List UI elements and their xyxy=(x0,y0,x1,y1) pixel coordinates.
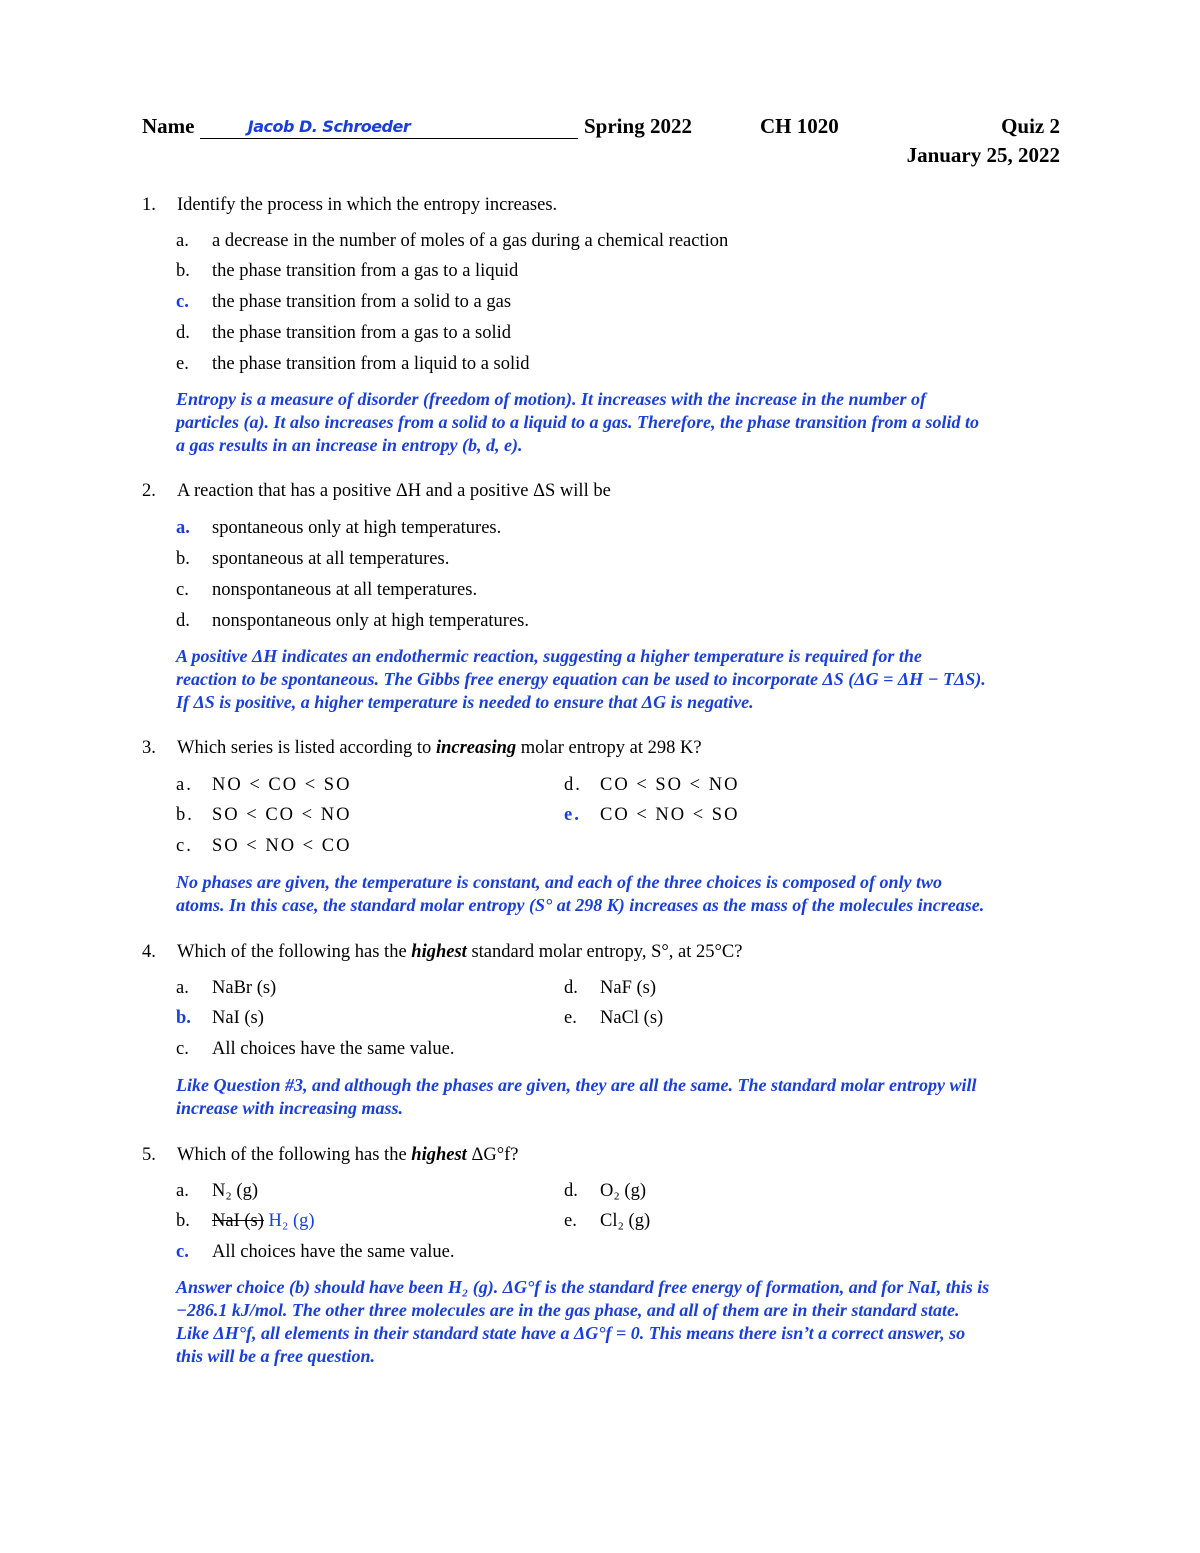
option-text: the phase transition from a solid to a gas xyxy=(212,292,512,312)
option-letter: e. xyxy=(564,1211,577,1231)
option-text: NO < CO < SO xyxy=(212,775,352,795)
explanation-line: reaction to be spontaneous. The Gibbs free energy equation can be used to incorporate ΔS (ΔG = ΔH − TΔS). xyxy=(176,669,986,689)
quiz-number: Quiz 2 xyxy=(1001,114,1060,138)
option-text: All choices have the same value. xyxy=(212,1039,455,1059)
option-text: NaCl (s) xyxy=(600,1008,664,1028)
option-text: spontaneous at all temperatures. xyxy=(212,549,450,569)
option-letter: b. xyxy=(176,1008,191,1028)
question-text: Which of the following has the highest ΔG°f? xyxy=(177,1145,519,1165)
question-number: 5. xyxy=(142,1145,156,1165)
q3-explanation xyxy=(176,871,1066,917)
option-text xyxy=(212,1211,315,1232)
q4-explanation xyxy=(176,1074,1066,1120)
quiz-header xyxy=(142,114,1060,174)
option-text: the phase transition from a gas to a solid xyxy=(212,323,512,343)
explanation-line: −286.1 kJ/mol. The other three molecules are in the gas phase, and all of them are in their standard state. xyxy=(176,1300,960,1320)
question-text: Identify the process in which the entropy increases. xyxy=(177,195,558,215)
option-text: Cl₂ (g) xyxy=(600,1211,651,1231)
option-letter: b. xyxy=(176,805,194,825)
option-letter: d. xyxy=(564,978,578,998)
corrected-text: H₂ (g) xyxy=(268,1211,315,1231)
explanation-line: A positive ΔH indicates an endothermic reaction, suggesting a higher temperature is required for the xyxy=(176,646,922,666)
option-text: O₂ (g) xyxy=(600,1181,647,1201)
q5-explanation xyxy=(176,1276,1066,1368)
explanation-line: particles (a). It also increases from a solid to a liquid to a gas. Therefore, the phase transition from a solid to xyxy=(176,412,980,432)
question-number: 4. xyxy=(142,942,156,962)
option-text: CO < NO < SO xyxy=(600,805,740,825)
explanation-line: If ΔS is positive, a higher temperature is needed to ensure that ΔG is negative. xyxy=(176,692,754,712)
option-letter: a. xyxy=(176,978,189,998)
explanation-line: a gas results in an increase in entropy (b, d, e). xyxy=(176,435,523,455)
option-letter: e. xyxy=(564,805,581,825)
name-underline xyxy=(200,116,578,139)
option-text: nonspontaneous only at high temperatures. xyxy=(212,611,530,631)
option-letter: d. xyxy=(564,775,582,795)
option-text: All choices have the same value. xyxy=(212,1242,455,1262)
option-letter: c. xyxy=(176,1039,189,1059)
student-signature: Jacob D. Schroeder xyxy=(247,117,411,136)
option-letter: b. xyxy=(176,1211,190,1231)
q2-explanation xyxy=(176,645,1066,714)
option-text: SO < CO < NO xyxy=(212,805,352,825)
question-number: 3. xyxy=(142,738,156,758)
quiz-date: January 25, 2022 xyxy=(906,143,1060,167)
question-text: A reaction that has a positive ΔH and a positive ΔS will be xyxy=(177,481,611,501)
q1-explanation xyxy=(176,388,1066,457)
option-letter: c. xyxy=(176,580,189,600)
option-letter: b. xyxy=(176,261,190,281)
option-letter: c. xyxy=(176,836,193,856)
option-text: SO < NO < CO xyxy=(212,836,352,856)
name-field xyxy=(142,114,578,139)
explanation-line: Answer choice (b) should have been H₂ (g). ΔG°f is the standard free energy of formation, and for NaI, this is xyxy=(176,1277,990,1297)
question-text: Which of the following has the highest standard molar entropy, S°, at 25°C? xyxy=(177,942,743,962)
option-text: CO < SO < NO xyxy=(600,775,740,795)
explanation-line: Like ΔH°f, all elements in their standard state have a ΔG°f = 0. This means there isn’t a correct answer, so xyxy=(176,1323,966,1343)
option-text: the phase transition from a liquid to a solid xyxy=(212,354,530,374)
option-letter: a. xyxy=(176,1181,189,1201)
question-number: 2. xyxy=(142,481,156,501)
option-text: the phase transition from a gas to a liquid xyxy=(212,261,519,281)
option-letter: c. xyxy=(176,1242,189,1262)
question-number: 1. xyxy=(142,195,156,215)
name-label: Name xyxy=(142,114,195,138)
option-letter: e. xyxy=(176,354,189,374)
option-text: nonspontaneous at all temperatures. xyxy=(212,580,478,600)
option-letter: d. xyxy=(176,323,190,343)
option-letter: c. xyxy=(176,292,189,312)
option-text: spontaneous only at high temperatures. xyxy=(212,518,502,538)
explanation-line: this will be a free question. xyxy=(176,1346,376,1366)
option-text: NaF (s) xyxy=(600,978,657,998)
option-text: NaI (s) xyxy=(212,1008,264,1028)
term: Spring 2022 xyxy=(584,114,692,138)
option-letter: e. xyxy=(564,1008,577,1028)
struck-text: NaI (s) xyxy=(212,1211,264,1231)
course-code: CH 1020 xyxy=(760,114,839,138)
option-text: NaBr (s) xyxy=(212,978,277,998)
option-text: N₂ (g) xyxy=(212,1181,259,1201)
option-letter: a. xyxy=(176,775,193,795)
option-letter: d. xyxy=(564,1181,578,1201)
option-letter: b. xyxy=(176,549,190,569)
option-letter: d. xyxy=(176,611,190,631)
question-text: Which series is listed according to increasing molar entropy at 298 K? xyxy=(177,738,702,758)
explanation-line: No phases are given, the temperature is constant, and each of the three choices is composed of only two xyxy=(176,872,942,892)
option-text: a decrease in the number of moles of a gas during a chemical reaction xyxy=(212,231,729,251)
explanation-line: Like Question #3, and although the phases are given, they are all the same. The standard molar entropy will xyxy=(176,1075,977,1095)
explanation-line: atoms. In this case, the standard molar entropy (S° at 298 K) increases as the mass of the molecules increase. xyxy=(176,895,985,915)
option-letter: a. xyxy=(176,231,189,251)
option-letter: a. xyxy=(176,518,190,538)
explanation-line: Entropy is a measure of disorder (freedom of motion). It increases with the increase in the number of xyxy=(176,389,927,409)
explanation-line: increase with increasing mass. xyxy=(176,1098,404,1118)
